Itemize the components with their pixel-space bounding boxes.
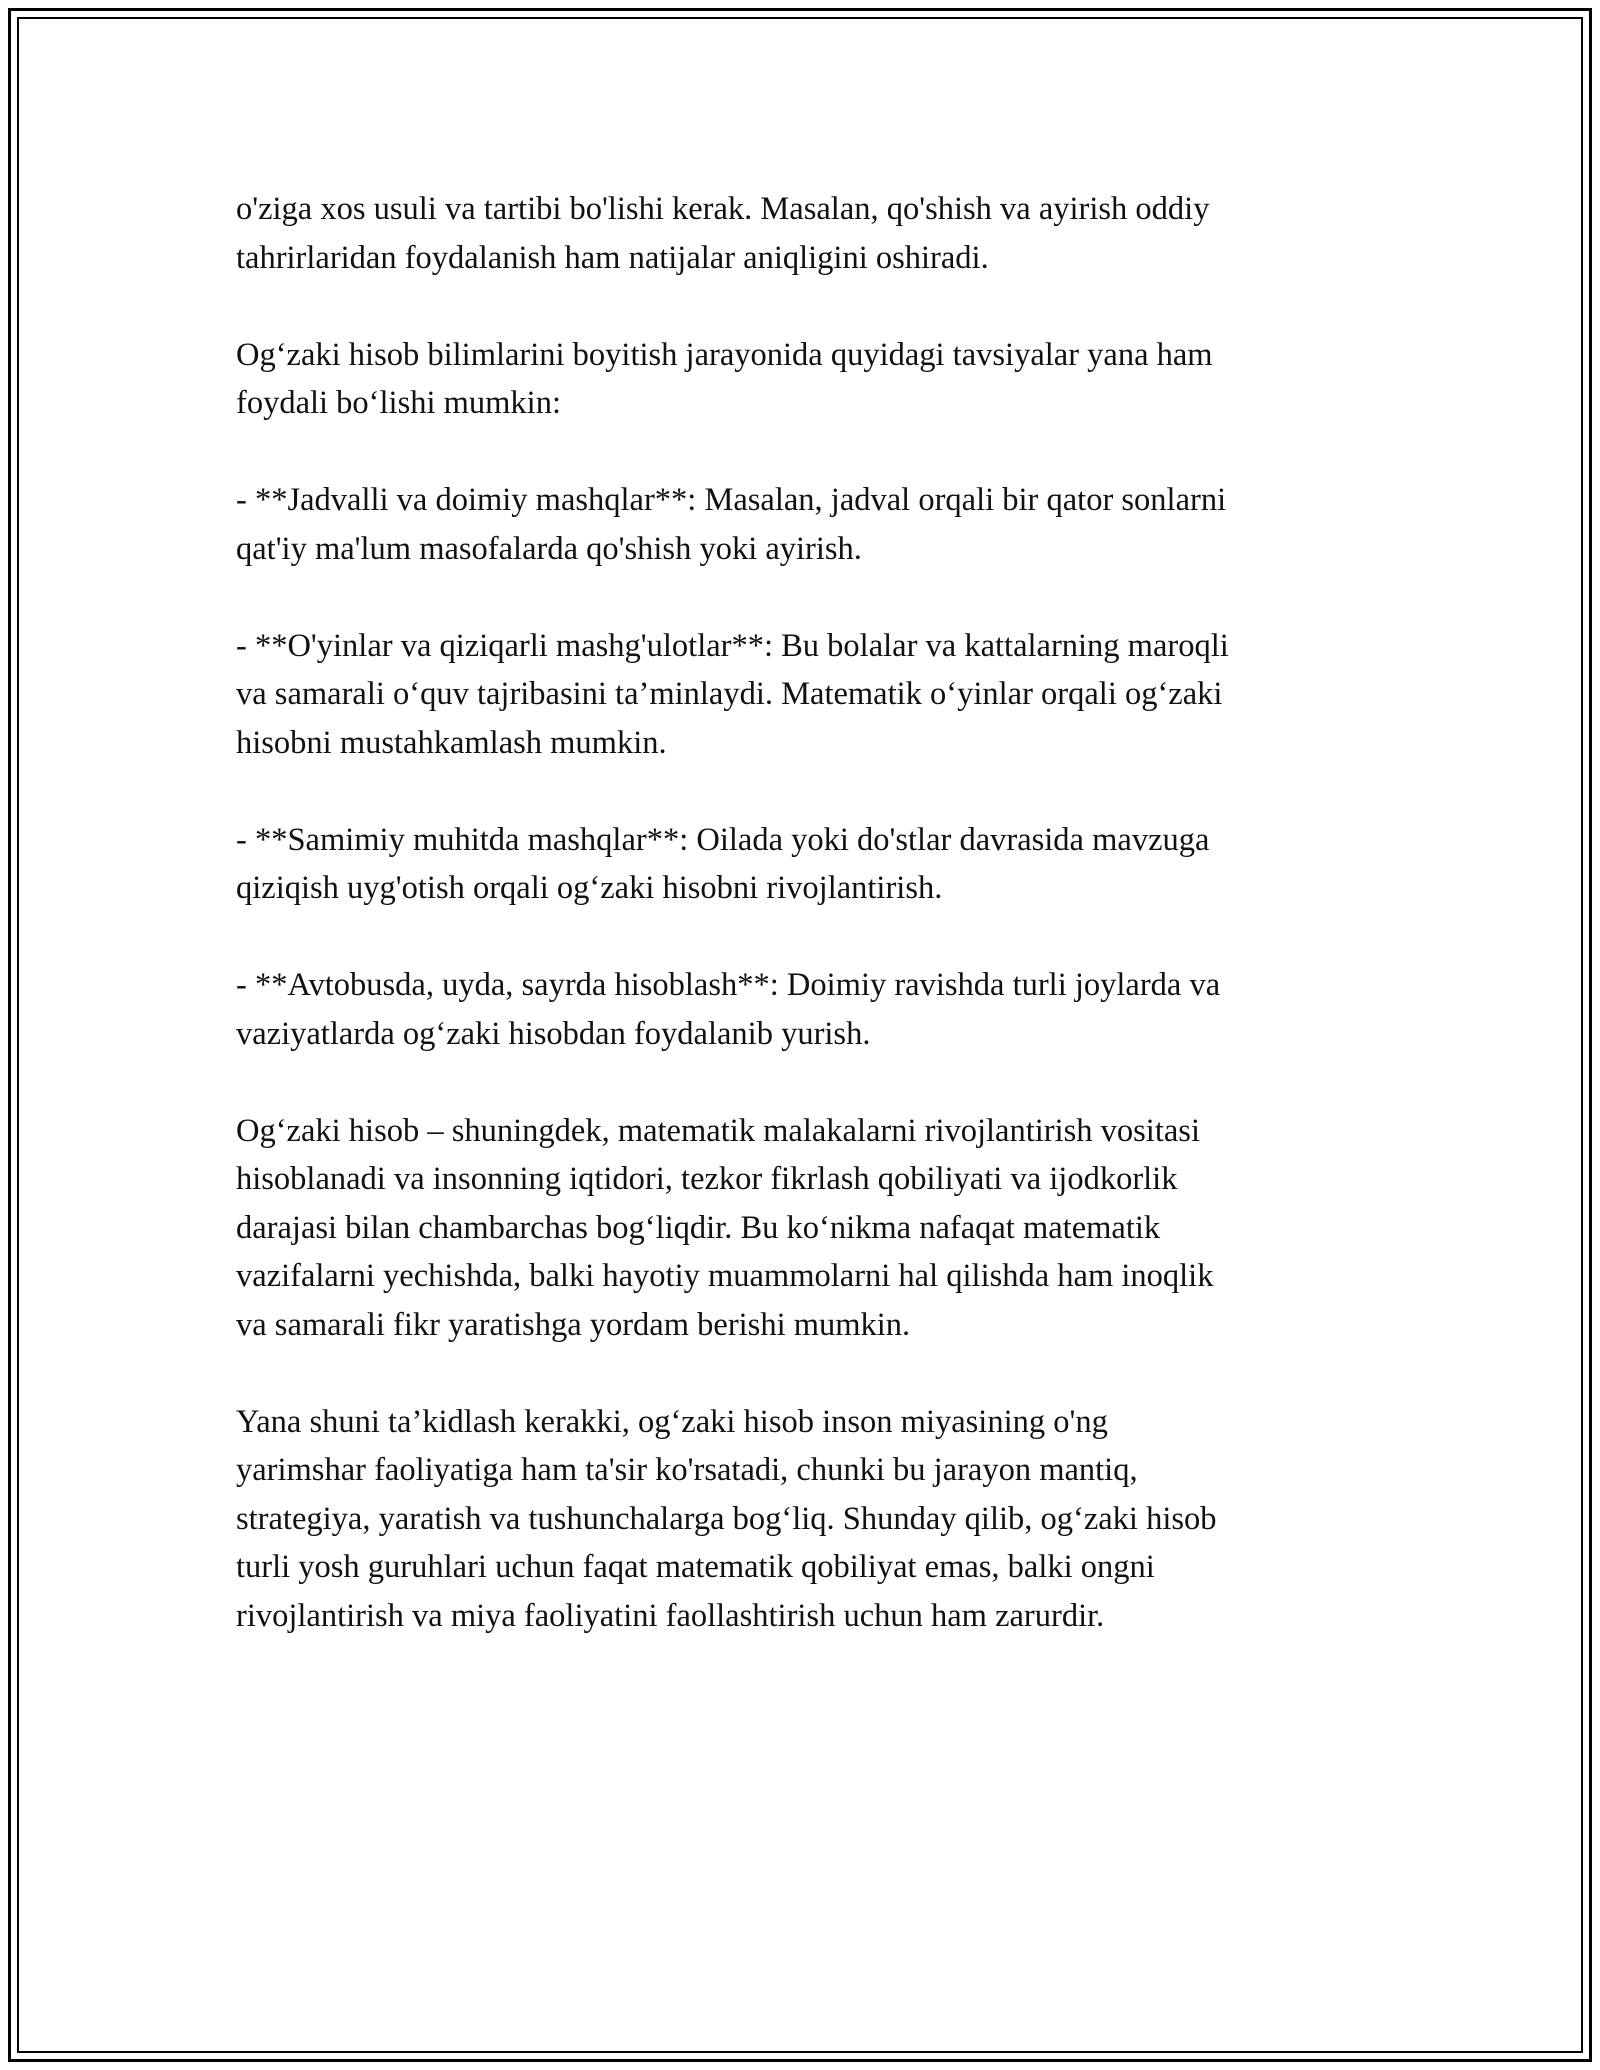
- text-line: yarimshar faoliyatiga ham ta'sir ko'rsatadi, chunki bu jarayon mantiq,: [236, 1452, 1138, 1488]
- text-line: qat'iy ma'lum masofalarda qo'shish yoki ayirish.: [236, 530, 862, 567]
- text-line: tahrirlaridan foydalanish ham natijalar aniqligini oshiradi.: [236, 239, 989, 276]
- text-line: vazifalarni yechishda, balki hayotiy muammolarni hal qilishda ham inoqlik: [236, 1258, 1214, 1294]
- text-line: - **Avtobusda, uyda, sayrda hisoblash**: Doimiy ravishda turli joylarda va: [236, 967, 1221, 1003]
- paragraph: [236, 331, 1376, 428]
- text-line: darajasi bilan chambarchas bog‘liqdir. Bu ko‘nikma nafaqat matematik: [236, 1209, 1161, 1246]
- text-line: hisoblanadi va insonning iqtidori, tezkor fikrlash qobiliyati va ijodkorlik: [236, 1161, 1178, 1197]
- list-item: [236, 476, 1376, 573]
- text-line: Yana shuni ta’kidlash kerakki, og‘zaki hisob inson miyasining o'ng: [236, 1403, 1108, 1440]
- text-line: rivojlantirish va miya faoliyatini faollashtirish uchun ham zarurdir.: [236, 1597, 1105, 1634]
- text-line: turli yosh guruhlari uchun faqat matematik qobiliyat emas, balki ongni: [236, 1549, 1155, 1585]
- text-line: qiziqish uyg'otish orqali og‘zaki hisobni rivojlantirish.: [236, 870, 943, 906]
- text-line: - **Jadvalli va doimiy mashqlar**: Masalan, jadval orqali bir qator sonlarni: [236, 482, 1227, 518]
- text-line: Og‘zaki hisob – shuningdek, matematik malakalarni rivojlantirish vositasi: [236, 1112, 1200, 1149]
- paragraph: [236, 1107, 1376, 1350]
- text-line: va samarali fikr yaratishga yordam berishi mumkin.: [236, 1306, 911, 1343]
- list-item: [236, 961, 1376, 1058]
- text-line: va samarali o‘quv tajribasini ta’minlaydi. Matematik o‘yinlar orqali og‘zaki: [236, 676, 1223, 712]
- text-line: strategiya, yaratish va tushunchalarga bog‘liq. Shunday qilib, og‘zaki hisob: [236, 1500, 1217, 1537]
- text-line: - **O'yinlar va qiziqarli mashg'ulotlar**: Bu bolalar va kattalarning maroqli: [236, 627, 1229, 664]
- text-line: Og‘zaki hisob bilimlarini boyitish jarayonida quyidagi tavsiyalar yana ham: [236, 336, 1213, 373]
- list-item: [236, 816, 1376, 913]
- list-item: [236, 622, 1376, 768]
- paragraph: [236, 1398, 1376, 1641]
- text-line: hisobni mustahkamlash mumkin.: [236, 724, 667, 761]
- text-line: - **Samimiy muhitda mashqlar**: Oilada yoki do'stlar davrasida mavzuga: [236, 821, 1210, 858]
- document-body: [236, 185, 1376, 1689]
- text-line: vaziyatlarda og‘zaki hisobdan foydalanib yurish.: [236, 1015, 871, 1052]
- text-line: o'ziga xos usuli va tartibi bo'lishi kerak. Masalan, qo'shish va ayirish oddiy: [236, 191, 1210, 227]
- text-line: foydali bo‘lishi mumkin:: [236, 385, 561, 421]
- paragraph: [236, 185, 1376, 282]
